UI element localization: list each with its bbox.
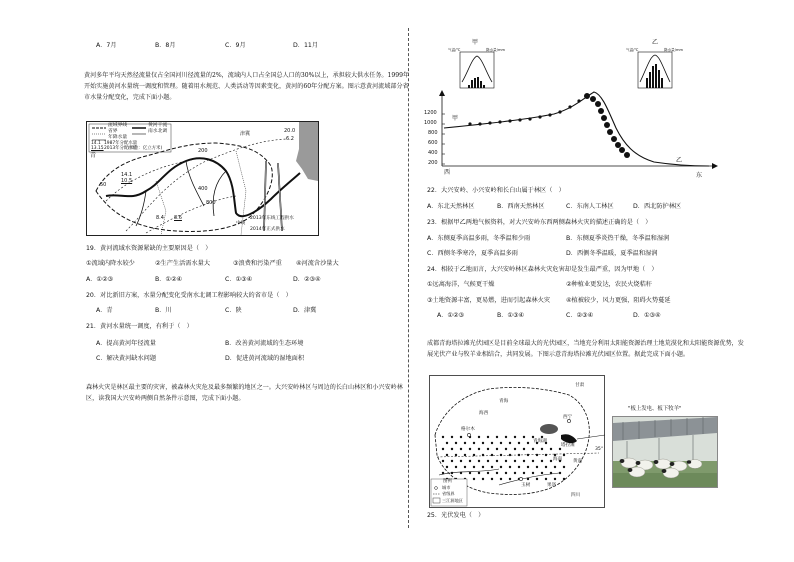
option-b: B．8月 bbox=[155, 42, 176, 49]
axis-tick-1200: 1200 bbox=[424, 110, 437, 116]
sanjiangyuan-dot bbox=[473, 442, 475, 444]
sanjiangyuan-dot bbox=[487, 460, 489, 462]
sanjiangyuan-dot bbox=[509, 442, 511, 444]
sanjiangyuan-dot bbox=[442, 436, 444, 438]
q19-option-b: B．①②④ bbox=[155, 276, 183, 283]
sanjiangyuan-dot bbox=[469, 460, 471, 462]
sanjiangyuan-dot bbox=[505, 436, 507, 438]
map-label-xining: 西宁 bbox=[563, 415, 573, 420]
map-label-jinji: 津冀 bbox=[240, 131, 251, 137]
q20-option-b: B．川 bbox=[155, 307, 172, 314]
map-value-chuan-1987: 8.4 bbox=[156, 215, 164, 221]
pv-intro: 成都青海塔拉滩光伏园区是目前全球最大的光伏园区，当地充分利用太阳能资源治理土地荒漠化和太阳能资源优势，发展光伏产业与牧羊业相结合，共同发展。下图示意青海塔拉滩光伏园区位置。据此完成下面小题。 bbox=[427, 340, 744, 358]
sanjiangyuan-dot bbox=[482, 478, 484, 480]
sanjiangyuan-dot bbox=[469, 472, 471, 474]
map-legend-city: 城市 bbox=[442, 485, 451, 490]
legend-diversion: 南水北调 bbox=[148, 129, 168, 134]
sanjiangyuan-dot bbox=[563, 466, 565, 468]
isohyet-800: 800 bbox=[206, 200, 216, 206]
map-legend-border: 省级界 bbox=[442, 491, 455, 496]
legend-unit: (单位：亿立方米) bbox=[128, 146, 163, 151]
q23-option-a: A．东侧夏季高温多雨，冬季温和少雨 bbox=[427, 235, 531, 242]
sanjiangyuan-dot bbox=[451, 436, 453, 438]
yellow-river-intro: 黄河多年平均天然径流量仅占全国河川径流量的2%，流域内人口占全国总人口的30%以上，承担较大供水任务。1999年开始实施黄河水量统一调度和管理。随着用水规范、人类活动等因素变化，黄河的60年分配方案。图示意黄河流域部分省市水量分配变化，完成下面小题。 bbox=[84, 72, 410, 101]
legend-2013-label: 2013年分配水量 bbox=[104, 146, 138, 151]
sanjiangyuan-dot bbox=[473, 454, 475, 456]
sanjiangyuan-dot bbox=[514, 460, 516, 462]
sanjiangyuan-dot bbox=[487, 436, 489, 438]
daxinganling-profile-figure bbox=[424, 36, 720, 182]
map-label-gansu: 甘肃 bbox=[575, 383, 585, 388]
sanjiangyuan-dot bbox=[527, 442, 529, 444]
q24-item-3: ③土地资源丰富，更易燃，进而引起森林火灾 bbox=[427, 297, 551, 304]
sanjiangyuan-dot bbox=[487, 448, 489, 450]
sanjiangyuan-dot bbox=[554, 478, 556, 480]
q24-item-1: ①远离海洋，气候更干燥 bbox=[427, 281, 495, 288]
map-label-talatan: 塔拉滩 bbox=[561, 443, 575, 448]
sanjiangyuan-dot bbox=[523, 436, 525, 438]
option-d: D．11月 bbox=[293, 42, 319, 49]
sanjiangyuan-dot bbox=[482, 466, 484, 468]
sanjiangyuan-dot bbox=[446, 442, 448, 444]
sanjiangyuan-dot bbox=[496, 460, 498, 462]
isohyet-400: 400 bbox=[198, 186, 208, 192]
option-a: A．7月 bbox=[96, 42, 117, 49]
sanjiangyuan-dot bbox=[473, 466, 475, 468]
sanjiangyuan-dot bbox=[523, 448, 525, 450]
map-value-qing-1987: 14.1 bbox=[121, 172, 133, 178]
sanjiangyuan-dot bbox=[482, 442, 484, 444]
map-label-golmud: 格尔木 bbox=[461, 427, 475, 432]
sanjiangyuan-dot bbox=[536, 454, 538, 456]
sanjiangyuan-dot bbox=[541, 436, 543, 438]
map-label-qinghai: 青海 bbox=[499, 399, 509, 404]
q24-option-a: A．①②③ bbox=[437, 312, 465, 319]
sanjiangyuan-dot bbox=[545, 478, 547, 480]
q24-option-d: D．①③④ bbox=[633, 312, 661, 319]
q22-option-b: B．西南天然林区 bbox=[497, 203, 545, 210]
sanjiangyuan-dot bbox=[563, 478, 565, 480]
q24-option-b: B．①③④ bbox=[497, 312, 525, 319]
sanjiangyuan-dot bbox=[532, 448, 534, 450]
sanjiangyuan-dot bbox=[550, 460, 552, 462]
sanjiangyuan-dot bbox=[559, 472, 561, 474]
q24-item-2: ②种植业更发达，农民火烧秸秆 bbox=[566, 281, 652, 288]
map-label-hainan: 海南 bbox=[553, 457, 563, 462]
sanjiangyuan-dot bbox=[478, 436, 480, 438]
map-latitude-label: 35° bbox=[595, 447, 604, 452]
sanjiangyuan-dot bbox=[464, 454, 466, 456]
profile-east: 东 bbox=[696, 172, 703, 179]
sanjiangyuan-dot bbox=[455, 466, 457, 468]
sanjiangyuan-dot bbox=[505, 472, 507, 474]
q19-item-2: ②生产生活需水量大 bbox=[155, 260, 211, 267]
sanjiangyuan-dot bbox=[541, 460, 543, 462]
sanjiangyuan-dot bbox=[536, 478, 538, 480]
sanjiangyuan-dot bbox=[541, 448, 543, 450]
forest-fire-intro: 森林火灾是林区最主要的灾害，被森林火灾危及最多频繁的地区之一。大兴安岭林区与周边的长白山林区和小兴安岭林区，读我国大兴安岭两侧自然条件示意图，完成下面小题。 bbox=[86, 384, 403, 402]
q19-option-d: D．②③④ bbox=[293, 276, 321, 283]
sanjiangyuan-dot bbox=[527, 466, 529, 468]
map-label-guoluo: 果洛 bbox=[547, 483, 557, 488]
sanjiangyuan-dot bbox=[559, 448, 561, 450]
question-23: 23．根据甲乙两地气候资料，对大兴安岭东西两侧森林火灾的描述正确的是（ ） bbox=[427, 219, 652, 226]
sanjiangyuan-dot bbox=[496, 436, 498, 438]
sanjiangyuan-dot bbox=[442, 448, 444, 450]
q20-option-a: A．青 bbox=[96, 307, 113, 314]
sanjiangyuan-dot bbox=[514, 436, 516, 438]
sanjiangyuan-dot bbox=[455, 454, 457, 456]
q19-option-a: A．①②③ bbox=[86, 276, 114, 283]
q19-option-c: C．①③④ bbox=[225, 276, 253, 283]
legend-main-river: 黄河干流 bbox=[148, 123, 168, 128]
map-label-haixi: 海西 bbox=[479, 411, 489, 416]
sanjiangyuan-dot bbox=[491, 442, 493, 444]
sanjiangyuan-dot bbox=[541, 472, 543, 474]
profile-mark-yi: 乙 bbox=[676, 157, 683, 164]
sanjiangyuan-dot bbox=[491, 478, 493, 480]
climate-temp-unit-right: 气温/℃ bbox=[626, 48, 639, 52]
sanjiangyuan-dot bbox=[563, 454, 565, 456]
axis-tick-600: 600 bbox=[428, 140, 438, 146]
map-label-qinghai-lake: 青海湖 bbox=[533, 439, 547, 444]
map-value-chuan-2013: 8.6 bbox=[174, 215, 182, 221]
sanjiangyuan-dot bbox=[532, 460, 534, 462]
q23-option-b: B．东侧夏季炎热干燥，冬季温和湿润 bbox=[566, 235, 670, 242]
sanjiangyuan-dot bbox=[469, 448, 471, 450]
sanjiangyuan-dot bbox=[550, 448, 552, 450]
q19-item-4: ④河流含沙量大 bbox=[296, 260, 339, 267]
sanjiangyuan-dot bbox=[464, 442, 466, 444]
question-22: 22．大兴安岭、小兴安岭和长白山属于林区（ ） bbox=[427, 187, 565, 194]
sanjiangyuan-dot bbox=[545, 466, 547, 468]
sanjiangyuan-dot bbox=[455, 442, 457, 444]
legend-province-border: 省界 bbox=[108, 129, 118, 134]
sanjiangyuan-dot bbox=[514, 472, 516, 474]
question-19: 19．黄河流域水资源紧缺的主要原因是（ ） bbox=[86, 245, 212, 252]
sanjiangyuan-dot bbox=[473, 478, 475, 480]
axis-tick-400: 400 bbox=[428, 150, 438, 156]
sanjiangyuan-dot bbox=[554, 466, 556, 468]
column-divider bbox=[408, 28, 409, 528]
sanjiangyuan-dot bbox=[505, 460, 507, 462]
isohyet-50: 50 bbox=[100, 182, 107, 188]
sanjiangyuan-dot bbox=[491, 466, 493, 468]
q21-option-a: A．提高黄河年径流量 bbox=[96, 340, 156, 347]
profile-west: 西 bbox=[444, 169, 451, 176]
sanjiangyuan-dot bbox=[460, 460, 462, 462]
sanjiangyuan-dot bbox=[446, 466, 448, 468]
map-value-qing-2013: 10.5 bbox=[121, 178, 133, 184]
map-label-yushu: 玉树 bbox=[521, 483, 531, 488]
qinghai-map bbox=[429, 375, 605, 508]
q24-item-4: ④植被较少，风力更强，阻碍火势蔓延 bbox=[566, 297, 671, 304]
sanjiangyuan-dot bbox=[460, 448, 462, 450]
sanjiangyuan-dot bbox=[460, 436, 462, 438]
q22-option-d: D．西北防护林区 bbox=[633, 203, 682, 210]
axis-tick-200: 200 bbox=[428, 160, 438, 166]
photo-caption: "板上发电、板下牧羊" bbox=[628, 406, 682, 412]
sanjiangyuan-dot bbox=[500, 454, 502, 456]
climate-precip-unit-right: 降水量/mm bbox=[664, 48, 683, 52]
map-label-middle-route: 中线 bbox=[236, 221, 246, 226]
sanjiangyuan-dot bbox=[532, 472, 534, 474]
sanjiangyuan-dot bbox=[496, 472, 498, 474]
climate-temp-unit-left: 气温/℃ bbox=[448, 48, 461, 52]
profile-label-jia: 甲 bbox=[472, 39, 479, 46]
sanjiangyuan-dot bbox=[514, 448, 516, 450]
sanjiangyuan-dot bbox=[509, 478, 511, 480]
legend-precipitation: 年降水量 bbox=[108, 135, 128, 140]
axis-tick-800: 800 bbox=[428, 130, 438, 136]
sanjiangyuan-dot bbox=[500, 466, 502, 468]
q23-option-d: D．西侧冬季温暖，夏季温和湿润 bbox=[566, 250, 658, 257]
q24-option-c: C．②③④ bbox=[566, 312, 594, 319]
sanjiangyuan-dot bbox=[478, 448, 480, 450]
legend-value-1987: 14.1 bbox=[91, 141, 101, 146]
sanjiangyuan-dot bbox=[505, 448, 507, 450]
sanjiangyuan-dot bbox=[518, 442, 520, 444]
q19-item-3: ③浪费和污染严重 bbox=[233, 260, 282, 267]
legend-1987-label: 1987年分配水量 bbox=[104, 141, 138, 146]
q22-option-a: A．东北天然林区 bbox=[427, 203, 475, 210]
yellow-river-map bbox=[86, 121, 319, 236]
question-21: 21．黄河水量统一调度，有利于（ ） bbox=[86, 323, 193, 330]
sanjiangyuan-dot bbox=[451, 460, 453, 462]
sanjiangyuan-dot bbox=[500, 442, 502, 444]
sanjiangyuan-dot bbox=[478, 472, 480, 474]
q20-option-c: C．陕 bbox=[225, 307, 242, 314]
map-label-huangnan: 黄南 bbox=[573, 459, 583, 464]
question-20: 20．对比新旧方案，水量分配变化受南水北调工程影响较大的省市是（ ） bbox=[86, 292, 292, 299]
sanjiangyuan-dot bbox=[523, 460, 525, 462]
sanjiangyuan-dot bbox=[451, 448, 453, 450]
question-25: 25．光伏发电（ ） bbox=[427, 512, 485, 519]
question-24: 24．相较于乙地而言，大兴安岭林区森林火灾危害却是发生最严重，因为甲地（ ） bbox=[427, 266, 658, 273]
map-label-2014: 2014年正式供水 bbox=[250, 227, 285, 232]
map-label-sichuan: 四川 bbox=[571, 493, 581, 498]
sanjiangyuan-dot bbox=[464, 466, 466, 468]
legend-value-2013: 13.15 bbox=[91, 146, 104, 151]
map-label-qing: 青 bbox=[90, 152, 97, 159]
sanjiangyuan-dot bbox=[496, 448, 498, 450]
q23-option-c: C．西侧冬季寒冷，夏季高温多雨 bbox=[427, 250, 518, 257]
climate-precip-unit-left: 降水量/mm bbox=[486, 48, 505, 52]
sanjiangyuan-dot bbox=[500, 478, 502, 480]
sanjiangyuan-dot bbox=[478, 460, 480, 462]
map-legend-sanjiangyuan: 三江源地区 bbox=[442, 498, 463, 503]
option-c: C．9月 bbox=[225, 42, 246, 49]
profile-mark-jia: 甲 bbox=[452, 115, 459, 122]
sanjiangyuan-dot bbox=[442, 460, 444, 462]
profile-label-yi: 乙 bbox=[652, 39, 659, 46]
sanjiangyuan-dot bbox=[487, 472, 489, 474]
map-label-east-route: 2013年东线工程供水 bbox=[250, 216, 294, 221]
map-legend-title: 图例 bbox=[443, 479, 452, 484]
sanjiangyuan-dot bbox=[523, 472, 525, 474]
sanjiangyuan-dot bbox=[446, 454, 448, 456]
q21-option-c: C．解决黄河缺水问题 bbox=[96, 355, 157, 362]
q19-item-1: ①流域内降水较少 bbox=[86, 260, 135, 267]
sanjiangyuan-dot bbox=[532, 436, 534, 438]
axis-tick-1000: 1000 bbox=[424, 120, 437, 126]
map-value-jinji-2013: 6.2 bbox=[286, 136, 294, 142]
sanjiangyuan-dot bbox=[518, 466, 520, 468]
sanjiangyuan-dot bbox=[536, 466, 538, 468]
legend-basin-boundary: 流域界线 bbox=[108, 123, 128, 128]
q21-option-d: D．促进黄河流域的湿地面积 bbox=[225, 355, 305, 362]
q21-option-b: B．改善黄河流域的生态环境 bbox=[225, 340, 304, 347]
map-value-jinji: 20.0 bbox=[284, 128, 296, 134]
sanjiangyuan-dot bbox=[509, 466, 511, 468]
isohyet-200: 200 bbox=[198, 148, 208, 154]
q20-option-d: D．津冀 bbox=[293, 307, 317, 314]
pv-sheep-photo bbox=[612, 416, 718, 488]
q22-option-c: C．东南人工林区 bbox=[566, 203, 614, 210]
